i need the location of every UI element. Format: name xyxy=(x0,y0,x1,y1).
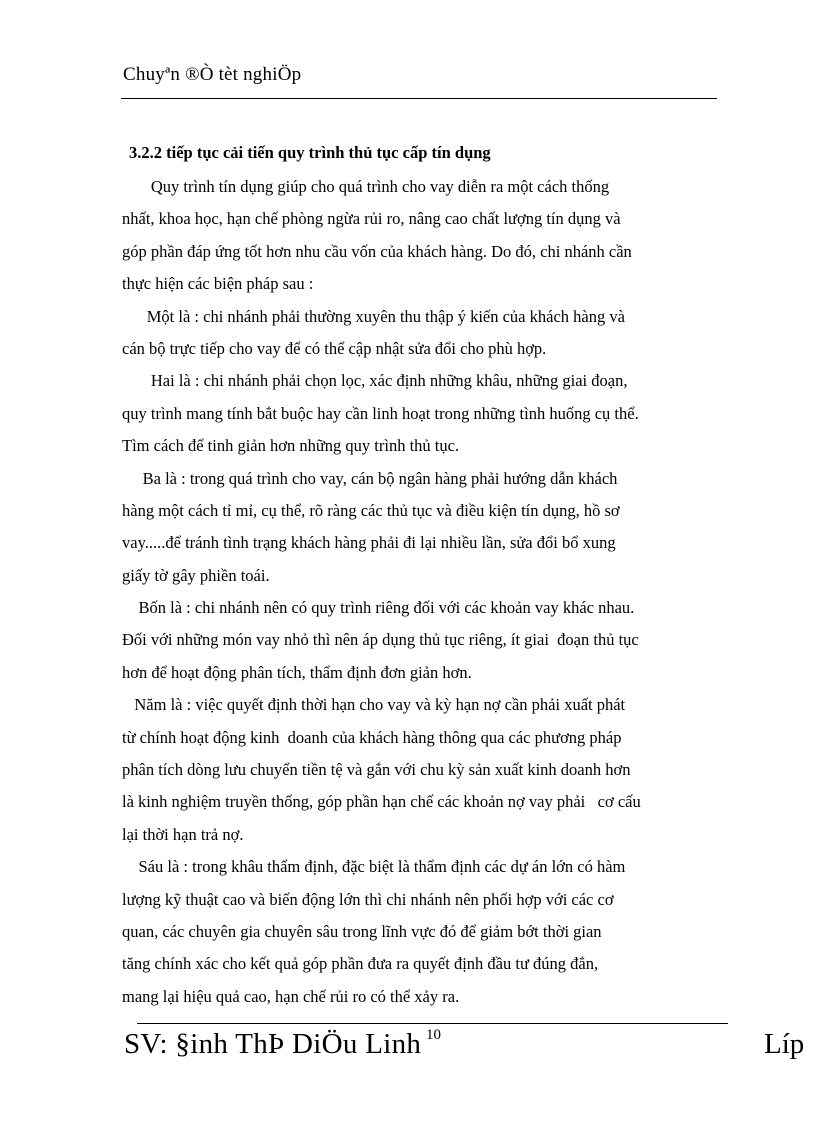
body-text xyxy=(122,173,734,1015)
body-line: Năm là : việc quyết định thời hạn cho vay và kỳ hạn nợ cần phải xuất phát xyxy=(122,695,626,715)
running-header: Chuyªn ®Ò tèt nghiÖp xyxy=(123,64,302,85)
body-line: Tìm cách để tinh giản hơn những quy trình thủ tục. xyxy=(122,436,460,456)
body-line: Đối với những món vay nhỏ thì nên áp dụng thủ tục riêng, ít giai đoạn thủ tục xyxy=(122,630,639,650)
page-number: 10 xyxy=(426,1027,441,1043)
body-line: góp phần đáp ứng tốt hơn nhu cầu vốn của khách hàng. Do đó, chi nhánh cần xyxy=(122,241,632,261)
section-heading: 3.2.2 tiếp tục cải tiến quy trình thủ tục cấp tín dụng xyxy=(129,143,491,162)
body-line: thực hiện các biện pháp sau : xyxy=(122,274,314,294)
footer-divider xyxy=(137,1023,728,1024)
body-line: từ chính hoạt động kinh doanh của khách hàng thông qua các phương pháp xyxy=(122,727,622,747)
body-line: Một là : chi nhánh phải thường xuyên thu thập ý kiến của khách hàng và xyxy=(122,306,625,326)
footer-class-label: Líp xyxy=(764,1028,805,1060)
body-line: Ba là : trong quá trình cho vay, cán bộ ngân hàng phải hướng dẫn khách xyxy=(122,468,618,488)
body-line: mang lại hiệu quả cao, hạn chế rủi ro có thể xảy ra. xyxy=(122,986,460,1006)
body-line: lượng kỹ thuật cao và biến động lớn thì chi nhánh nên phối hợp với các cơ xyxy=(122,889,614,909)
body-line: là kinh nghiệm truyền thống, góp phần hạn chế các khoản nợ vay phải cơ cấu xyxy=(122,792,641,812)
body-line: quan, các chuyên gia chuyên sâu trong lĩnh vực đó để giảm bớt thời gian xyxy=(122,921,602,941)
header-divider xyxy=(121,98,717,99)
body-line: Hai là : chi nhánh phải chọn lọc, xác định những khâu, những giai đoạn, xyxy=(122,371,628,391)
body-line: hơn để hoạt động phân tích, thẩm định đơn giản hơn. xyxy=(122,662,472,682)
body-line: Sáu là : trong khâu thẩm định, đặc biệt là thẩm định các dự án lớn có hàm xyxy=(122,857,626,877)
body-line: nhất, khoa học, hạn chế phòng ngừa rủi ro, nâng cao chất lượng tín dụng và xyxy=(122,209,621,229)
body-line: quy trình mang tính bắt buộc hay cần linh hoạt trong những tình huống cụ thể. xyxy=(122,403,639,423)
footer-student-name: SV: §inh ThÞ DiÖu Linh xyxy=(124,1028,422,1060)
body-line: giấy tờ gây phiền toái. xyxy=(122,565,270,585)
body-line: Bốn là : chi nhánh nên có quy trình riêng đối với các khoản vay khác nhau. xyxy=(122,598,635,618)
body-line: tăng chính xác cho kết quả góp phần đưa ra quyết định đầu tư đúng đắn, xyxy=(122,954,599,974)
body-line: vay.....để tránh tình trạng khách hàng phải đi lại nhiều lần, sửa đổi bổ xung xyxy=(122,533,616,553)
body-line: hàng một cách tỉ mỉ, cụ thể, rõ ràng các thủ tục và điều kiện tín dụng, hồ sơ xyxy=(122,500,620,520)
body-line: lại thời hạn trả nợ. xyxy=(122,824,244,844)
body-line: cán bộ trực tiếp cho vay để có thể cập nhật sửa đổi cho phù hợp. xyxy=(122,338,547,358)
body-line: Quy trình tín dụng giúp cho quá trình cho vay diễn ra một cách thống xyxy=(122,177,610,196)
body-line: phân tích dòng lưu chuyển tiền tệ và gắn với chu kỳ sản xuất kinh doanh hơn xyxy=(122,760,631,780)
